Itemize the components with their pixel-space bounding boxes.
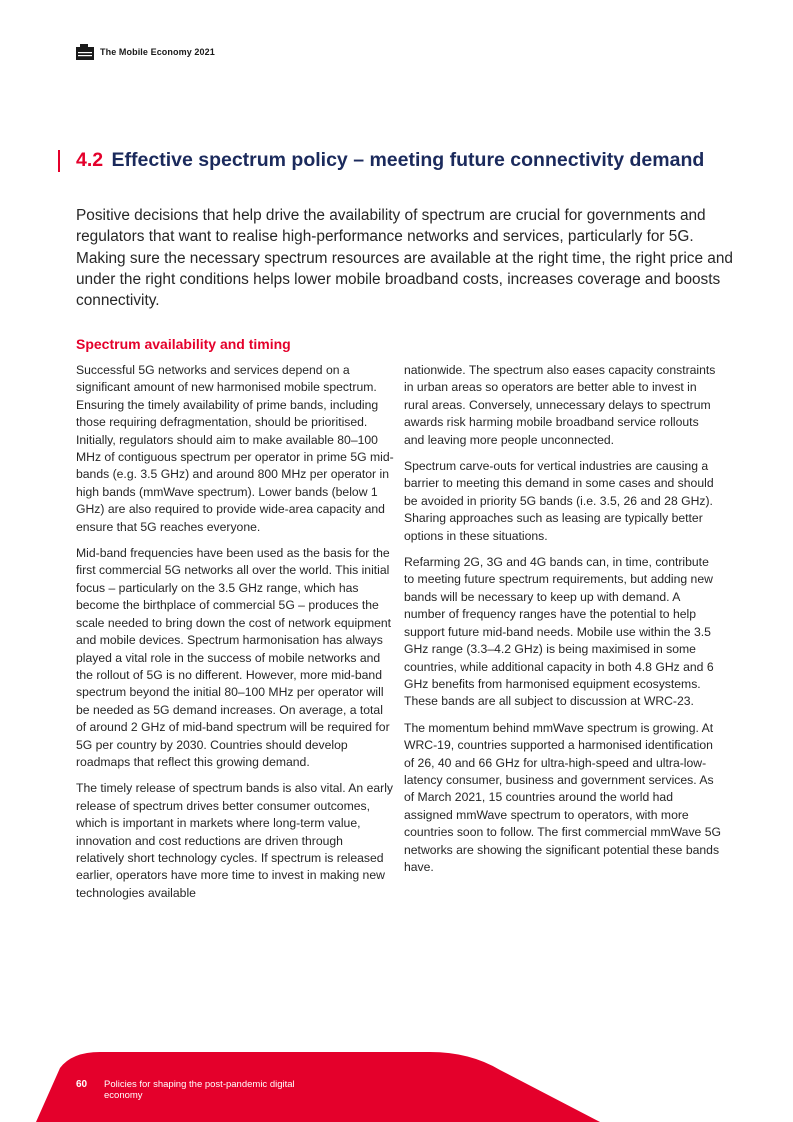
footer-caption: Policies for shaping the post-pandemic digital economy: [104, 1079, 295, 1101]
section-number: 4.2: [76, 149, 104, 171]
paragraph: Mid-band frequencies have been used as the basis for the first commercial 5G networks all over the world. This initial focus – particularly on the 3.5 GHz range, which has become the birthplace of commercial 5G – produces the scale needed to bring down the cost of network equipment and mobile devices. Spectrum harmonisation has always played a vital role in the success of mobile networks and the rollout of 5G is no different. However, more mid-band spectrum beyond the initial 80–100 MHz per operator will be needed as 5G demand increases. On average, a total of around 2 GHz of mid-band spectrum will be required for 5G per country by 2030. Countries should develop roadmaps that reflect this growing demand.: [76, 546, 392, 769]
section-intro: Positive decisions that help drive the availability of spectrum are crucial for governments and regulators that want to realise high-performance networks and services, particularly for 5G. Making sure the necessary spectrum resources are available at the right time, the right price and under the right conditions helps lower mobile broadband costs, increases coverage and boosts connectivity.: [76, 207, 733, 310]
paragraph: Refarming 2G, 3G and 4G bands can, in time, contribute to meeting future spectrum requirements, but adding new bands will be necessary to keep up with demand. A number of frequency ranges have the potential to help support future mid-band needs. Mobile use within the 3.5 GHz range (3.3–4.2 GHz) is being maximised in some countries, while additional capacity in both 4.8 GHz and 6 GHz benefits from harmonised equipment ecosystems. These bands are all subject to discussion at WRC-23.: [404, 555, 714, 709]
right-column: [404, 362, 722, 885]
paragraph: The momentum behind mmWave spectrum is growing. At WRC-19, countries supported a harmonised identification of 26, 40 and 66 GHz for ultra-high-speed and ultra-low-latency consumer, business and government services. As of March 2021, 15 countries around the world had assigned mmWave spectrum to operators, with more countries soon to follow. The first commercial mmWave 5G networks are showing the significant potential these bands have.: [404, 720, 721, 874]
section-title: Effective spectrum policy – meeting future connectivity demand: [111, 149, 705, 171]
paragraph: Successful 5G networks and services depend on a significant amount of new harmonised mobile spectrum. Ensuring the timely availability of prime bands, including those requiring defragmentation, should be prioritised. Initially, regulators should aim to make available 80–100 MHz of contiguous spectrum per operator in prime 5G mid-bands (e.g. 3.5 GHz) and around 800 MHz per operator in high bands (mmWave spectrum). Lower bands (below 1 GHz) are also required to provide wide-area capacity and ensure that 5G reaches everyone.: [76, 363, 394, 534]
paragraph: The timely release of spectrum bands is also vital. An early release of spectrum drives better consumer outcomes, which is important in markets where long-term value, innovation and cost reductions are driven through relatively short technology cycles. If spectrum is released earlier, operators have more time to invest in making new technologies available: [76, 781, 394, 900]
gsma-logo-icon: [76, 44, 94, 60]
paragraph: nationwide. The spectrum also eases capacity constraints in urban areas so operators are better able to invest in rural areas. Conversely, unnecessary delays to spectrum awards risk harming mobile broadband service rollouts and leaving more people unconnected.: [404, 363, 716, 447]
subheading: Spectrum availability and timing: [76, 336, 291, 352]
section-heading: [76, 148, 716, 172]
page-header: [76, 44, 215, 60]
section-accent-bar: [58, 150, 60, 172]
page-number: 60: [76, 1079, 88, 1090]
report-title: The Mobile Economy 2021: [100, 47, 215, 57]
left-column: [76, 362, 394, 911]
paragraph: Spectrum carve-outs for vertical industries are causing a barrier to meeting this demand in some cases and should be avoided in priority 5G bands (i.e. 3.5, 26 and 28 GHz). Sharing approaches such as leasing are typically better options in these situations.: [404, 459, 714, 543]
